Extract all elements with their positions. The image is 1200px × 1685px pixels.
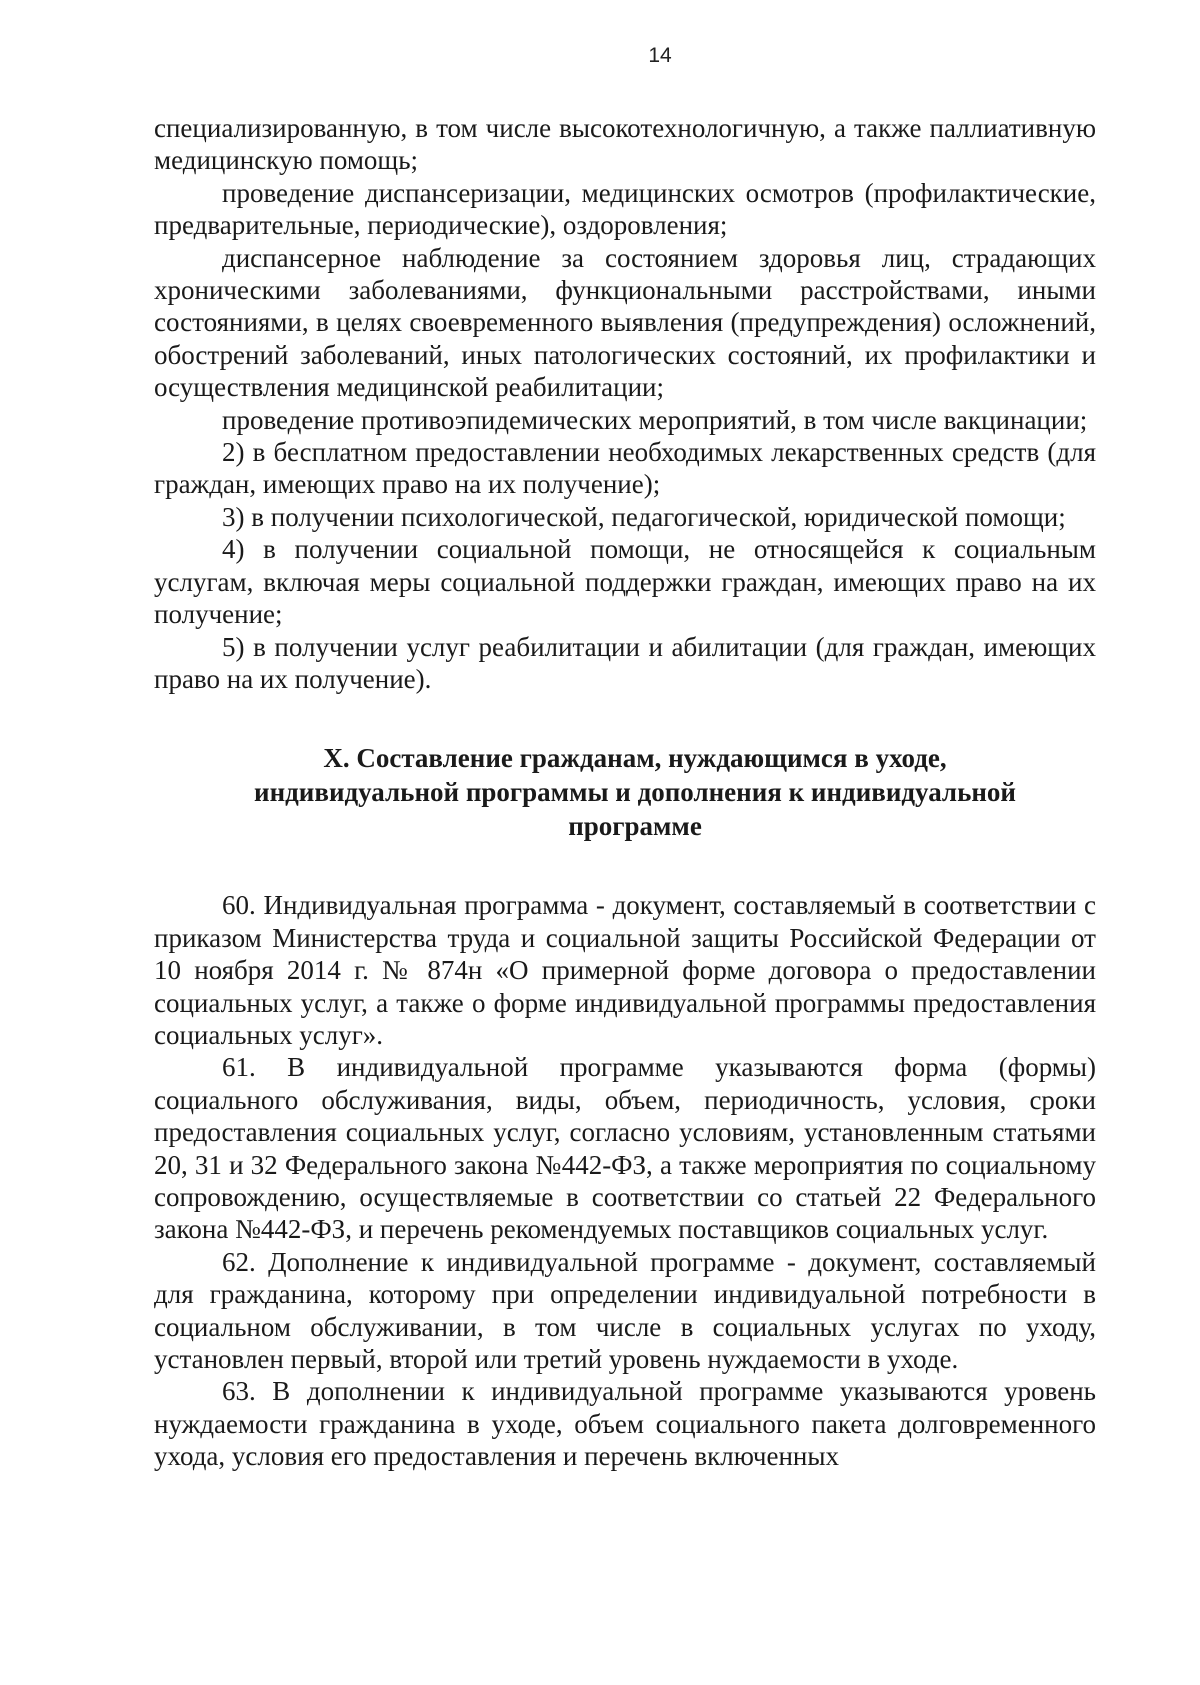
paragraph-62: 62. Дополнение к индивидуальной программе - документ, составляемый для гражданина, которому при определении индивидуальной потребности в социальном обслуживании, в том числе в социальных услугах по уходу, установлен первый, второй или третий уровень нуждаемости в уходе. bbox=[154, 1246, 1096, 1374]
paragraph-antiepidemic: проведение противоэпидемических мероприятий, в том числе вакцинации; bbox=[222, 404, 1088, 435]
paragraph-dispanserization: проведение диспансеризации, медицинских осмотров (профилактические, предварительные, периодические), оздоровления; bbox=[154, 177, 1096, 241]
document-body bbox=[154, 112, 1096, 1473]
paragraph-item-5: 5) в получении услуг реабилитации и абилитации (для граждан, имеющих право на их получение). bbox=[154, 631, 1096, 694]
section-heading-line-1: X. Составление гражданам, нуждающимся в уходе, bbox=[323, 743, 947, 774]
paragraph-dispensary-observation: диспансерное наблюдение за состоянием здоровья лиц, страдающих хроническими заболеваниями, функциональными расстройствами, иными состояниями, в целях своевременного выявления (предупреждения) осложнений, обострений заболеваний, иных патологических состояний, их профилактики и осуществления медицинской реабилитации; bbox=[154, 242, 1096, 403]
paragraph-63: 63. В дополнении к индивидуальной программе указываются уровень нуждаемости гражданина в уходе, объем социального пакета долговременного ухода, условия его предоставления и перечень включенных bbox=[154, 1376, 1096, 1472]
paragraph-continuation: специализированную, в том числе высокотехнологичную, а также паллиативную медицинскую помощь; bbox=[154, 113, 1096, 176]
paragraph-60: 60. Индивидуальная программа - документ, составляемый в соответствии с приказом Министерства труда и социальной защиты Российской Федерации от 10 ноября 2014 г. № 874н «О примерной форме договора о предоставлении социальных услуг, а также о форме индивидуальной программы предоставления социальных услуг». bbox=[154, 890, 1096, 1050]
section-heading bbox=[214, 741, 1056, 843]
paragraph-61: 61. В индивидуальной программе указываются форма (формы) социального обслуживания, виды, объем, периодичность, условия, сроки предоставления социальных услуг, согласно условиям, установленным статьями 20, 31 и 32 Федерального закона №442-ФЗ, а также мероприятия по социальному сопровождению, осуществляемые в соответствии со статьей 22 Федерального закона №442-ФЗ, и перечень рекомендуемых поставщиков социальных услуг. bbox=[154, 1052, 1096, 1245]
page-number: 14 bbox=[648, 44, 672, 67]
section-heading-line-3: программе bbox=[568, 811, 702, 842]
section-heading-line-2: индивидуальной программы и дополнения к индивидуальной bbox=[254, 777, 1016, 808]
paragraph-item-4: 4) в получении социальной помощи, не относящейся к социальным услугам, включая меры социальной поддержки граждан, имеющих право на их получение; bbox=[154, 534, 1096, 630]
paragraph-item-3: 3) в получении психологической, педагогической, юридической помощи; bbox=[222, 501, 1066, 532]
paragraph-item-2: 2) в бесплатном предоставлении необходимых лекарственных средств (для граждан, имеющих право на их получение); bbox=[154, 437, 1096, 500]
